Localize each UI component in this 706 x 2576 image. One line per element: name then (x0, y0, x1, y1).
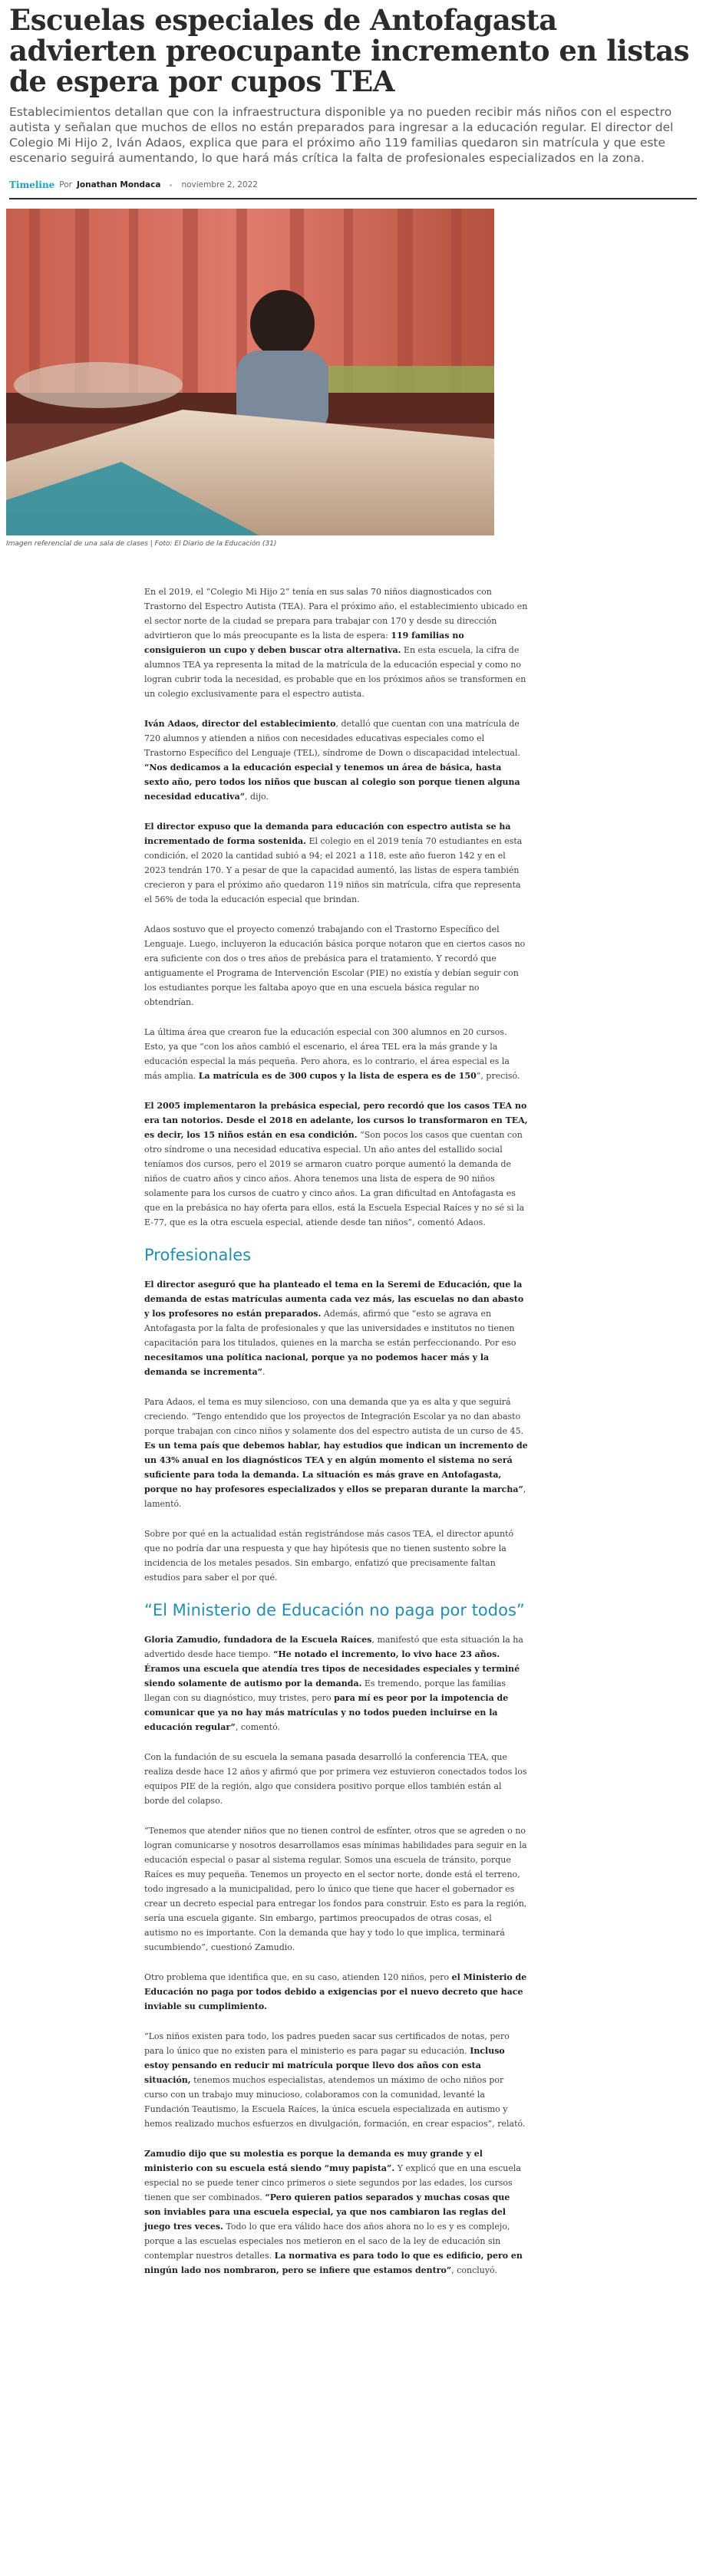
text-run: , dijo. (245, 792, 269, 802)
paragraph-14 (144, 2029, 528, 2131)
bold-run: “He notado el incremento, lo vivo hace 23 años. Éramos una escuela que atendía tres tipos de necesidades especiales y terminé siendo solamente de autismo por la demanda. (144, 1649, 520, 1688)
text-run: Además, afirmó que “esto se agrava en Antofagasta por la falta de profesionales y que las universidades e institutos no tienen capacitación para los titulados, quienes en la marcha se están perfeccionando. Por eso (144, 1309, 516, 1348)
bold-run: Incluso estoy pensando en reducir mi matrícula porque llevo dos años con esta situación, (144, 2046, 505, 2085)
text-run: “Son pocos los casos que cuentan con otro síndrome o una necesidad educativa especial. Un año antes del estallido social teníamos dos cursos, pero el 2019 se armaron cuatro porque aumentó la demanda de niños de cuatro años y cinco años. Ahora tenemos una lista de espera de 90 niños solamente para los cursos de cuatro y cinco años. La gran dificultad en Antofagasta es que en la prebásica no hay oferta para ellos, está la Escuela Especial Raíces y no sé si la E-77, que es la otra escuela especial, atiende desde tan niños”, comentó Adaos. (144, 1130, 525, 1227)
bold-run: “Pero quieren patios separados y muchas cosas que son inviables para una escuela especial, ya que nos cambiaron las reglas del juego tres veces. (144, 2192, 510, 2232)
paragraph-12: “Tenemos que atender niños que no tienen control de esfínter, otros que se agreden o no logran comunicarse y nosotros desarrollamos esas mínimas habilidades para seguir en la educación especial o pasar al sistema regular. Somos una escuela de tránsito, porque Raíces es muy pequeña. Tenemos un proyecto en el sector norte, donde está el terreno, todo ingresado a la municipalidad, pero lo único que tiene que hacer el gobernador es crear un decreto especial para entregar los fondos para construir. Esto es para la región, sería una escuela gigante. Sin embargo, partimos preocupados de otras cosas, el autismo no es importante. Con la demanda que hay y todo lo que implica, terminará sucumbiendo”, cuestionó Zamudio. (144, 1826, 527, 1952)
bold-run: El 2005 implementaron la prebásica especial, pero recordó que los casos TEA no era tan notorios. Desde el 2018 en adelante, los cursos lo transformaron en TEA, es decir, los 15 niños están en esa condición. (144, 1101, 528, 1140)
byline-prefix: Por (59, 180, 72, 189)
section-heading-profesionales: Profesionales (144, 1246, 252, 1264)
text-run: . (262, 1367, 266, 1377)
text-run: En el 2019, el “Colegio Mi Hijo 2” tenía en sus salas 70 niños diagnosticados con Trastorno del Espectro Autista (TEA). Para el próximo año, el establecimiento ubicado en el sector norte de la ciudad se prepara para trabajar con 170 y desde su dirección advirtieron que lo más preocupante es la lista de espera: (144, 587, 528, 641)
hero-photo (6, 209, 494, 535)
bold-run: El director aseguró que ha planteado el tema en la Seremi de Educación, que la demanda de estas matrículas aumenta cada vez más, las escuelas no dan abasto y los profesores no están preparados. (144, 1280, 524, 1319)
paragraph-5 (144, 1025, 528, 1083)
text-run: Para Adaos, el tema es muy silencioso, con una demanda que ya es alta y que seguirá creciendo. “Tengo entendido que los proyectos de Integración Escolar ya no dan abasto porque trabajan con cinco niños y solamente dos del espectro autista de un curso de 45. (144, 1397, 524, 1436)
text-run: tenemos muchos especialistas, atendemos un máximo de ocho niños por curso con un trabajo muy minucioso, colaboramos con la comunidad, levanté la Fundación Teautismo, la Escuela Raíces, la única escuela especializada en autismo y hemos realizado muchos esfuerzos en divulgación, formación, en crear espacios”, relató. (144, 2075, 526, 2129)
paragraph-4: Adaos sostuvo que el proyecto comenzó trabajando con el Trastorno Específico del Lenguaje. Luego, incluyeron la educación básica porque notaron que en ciertos casos no era suficiente con dos o tres años de prebásica para el tratamiento. Y recordó que antiguamente el Programa de Intervención Escolar (PIE) no existía y debían seguir con los estudiantes porque les faltaba apoyo que en una escuela básica regular no obtendrían. (144, 924, 526, 1007)
paragraph-9: Sobre por qué en la actualidad están registrándose más casos TEA, el director apuntó que no podría dar una respuesta y que hay hipótesis que no tienen sustento sobre la incidencia de los metales pesados. Sin embargo, enfatizó que precisamente faltan estudios para saber el por qué. (144, 1529, 514, 1583)
hero-caption: Imagen referencial de una sala de clases | Foto: El Diario de la Educación (31) (6, 540, 277, 548)
article-headline: Escuelas especiales de Antofagasta advierten preocupante incremento en listas de espera por cupos TEA (9, 3, 690, 98)
paragraph-3 (144, 819, 528, 907)
author-link[interactable]: Jonathan Mondaca (77, 180, 161, 189)
meta-separator (170, 184, 172, 186)
bold-run: “Nos dedicamos a la educación especial y tenemos un área de básica, hasta sexto año, pero todos los niños que buscan al colegio son porque tienen alguna necesidad educativa” (144, 763, 520, 802)
text-run: , comentó. (235, 1722, 281, 1732)
paragraph-7 (144, 1277, 528, 1379)
article-deck: Establecimientos detallan que con la infraestructura disponible ya no pueden recibir más niños con el espectro autista y señalan que muchos de ellos no están preparados para ingresar a la educación regular. El director del Colegio Mi Hijo 2, Iván Adaos, explica que para el próximo año 119 familias quedaron sin matrícula y que este escenario seguirá aumentando, lo que hará más crítica la falta de profesionales especializados en la zona. (9, 105, 674, 165)
header-divider (9, 198, 697, 199)
text-run: La última área que crearon fue la educación especial con 300 alumnos en 20 cursos. Esto, ya que “con los años cambió el escenario, el área TEL era la más grande y la educación especial la más pequeña. Pero ahora, es lo contrario, el área especial es la más amplia. (144, 1027, 510, 1081)
brand-logo[interactable]: Timeline (9, 180, 55, 190)
paragraph-6 (144, 1099, 528, 1230)
paragraph-1 (144, 585, 528, 701)
text-run: Y explicó que en una escuela especial no se puede tener cinco primeros o siete segundos por las edades, los cursos tienen que ser combinados. (144, 2163, 521, 2202)
classroom-photo-illustration (6, 209, 494, 535)
text-run: , concluyó. (451, 2265, 497, 2275)
bold-run: La matrícula es de 300 cupos y la lista de espera es de 150 (198, 1071, 477, 1081)
bold-run: Iván Adaos, director del establecimiento (144, 719, 336, 729)
text-run: Todo lo que era válido hace dos años ahora no lo es y es complejo, porque a las escuelas especiales nos metieron en el saco de la ley de educación sin contemplar nuestros detalles. (144, 2222, 510, 2261)
text-run: , detalló que cuentan con una matrícula de 720 alumnos y atienden a niños con necesidades educativas especiales como el Trastorno Específico del Lenguaje (TEL), síndrome de Down o discapacidad intelectual. (144, 719, 520, 758)
paragraph-13 (144, 1970, 528, 2014)
text-run: Es tremendo, porque las familias llegan con su diagnóstico, muy tristes, pero (144, 1678, 506, 1703)
text-run: En esta escuela, la cifra de alumnos TEA ya representa la mitad de la matrícula de la educación especial y como no logran cubrir toda la necesidad, es probable que en los próximos años se transformen en un colegio exclusivamente para el espectro autista. (144, 645, 526, 699)
text-run: ”, precisó. (476, 1071, 520, 1081)
bold-run: Zamudio dijo que su molestia es porque la demanda es muy grande y el ministerio con su escuela está siendo “muy papista”. (144, 2149, 483, 2173)
article-header (0, 0, 706, 190)
paragraph-8 (144, 1395, 528, 1511)
article-body (144, 585, 528, 2278)
bold-run: para mí es peor por la impotencia de comunicar que ya no hay más matrículas y no todos pueden incluirse en la educación regular” (144, 1693, 509, 1732)
bold-run: el Ministerio de Educación no paga por todos debido a exigencias por el nuevo decreto que hace inviable su cumplimiento. (144, 1972, 527, 2011)
section-heading-ministerio: “El Ministerio de Educación no paga por todos” (144, 1601, 525, 1619)
paragraph-11: Con la fundación de su escuela la semana pasada desarrolló la conferencia TEA, que realiza desde hace 12 años y afirmó que por primera vez estuvieron conectados todos los equipos PIE de la región, algo que considera positivo porque ellos también están al borde del colapso. (144, 1752, 527, 1806)
bold-run: Es un tema país que debemos hablar, hay estudios que indican un incremento de un 43% anual en los diagnósticos TEA y en algún momento el sistema no será suficiente para toda la demanda. La situación es más grave en Antofagasta, porque no hay profesores especializados y ellos se preparan durante la marcha” (144, 1441, 528, 1494)
text-run: , manifestó que esta situación la ha advertido desde hace tiempo. (144, 1635, 523, 1659)
publish-date: noviembre 2, 2022 (181, 180, 258, 189)
paragraph-10 (144, 1632, 528, 1734)
bold-run: Gloria Zamudio, fundadora de la Escuela Raíces (144, 1635, 372, 1645)
bold-run: El director expuso que la demanda para educación con espectro autista se ha incrementado de forma sostenida. (144, 822, 511, 846)
bold-run: La normativa es para todo lo que es edificio, pero en ningún lado nos nombraron, pero se infiere que estamos dentro” (144, 2251, 523, 2275)
hero-figure (0, 209, 706, 548)
paragraph-15 (144, 2146, 528, 2278)
text-run: “Los niños existen para todo, los padres pueden sacar sus certificados de notas, pero para lo único que no existen para el ministerio es para pagar su educación. (144, 2031, 510, 2056)
text-run: , lamentó. (144, 1484, 526, 1509)
paragraph-2 (144, 716, 528, 804)
text-run: El colegio en el 2019 tenía 70 estudiantes en esta condición, el 2020 la cantidad subió a 94; el 2021 a 118, este año fueron 142 y en el 2023 tendrán 170. Y a pesar de que la capacidad aumentó, las listas de espera también crecieron y para el próximo año quedaron 119 niños sin matrícula, cifra que representa el 56% de toda la educación especial que brindan. (144, 836, 523, 904)
text-run: Otro problema que identifica que, en su caso, atienden 120 niños, pero (144, 1972, 452, 1982)
bold-run: 119 familias no consiguieron un cupo y deben buscar otra alternativa. (144, 631, 464, 655)
article-meta (9, 180, 697, 190)
bold-run: necesitamos una política nacional, porque ya no podemos hacer más y la demanda se incrementa” (144, 1352, 490, 1377)
